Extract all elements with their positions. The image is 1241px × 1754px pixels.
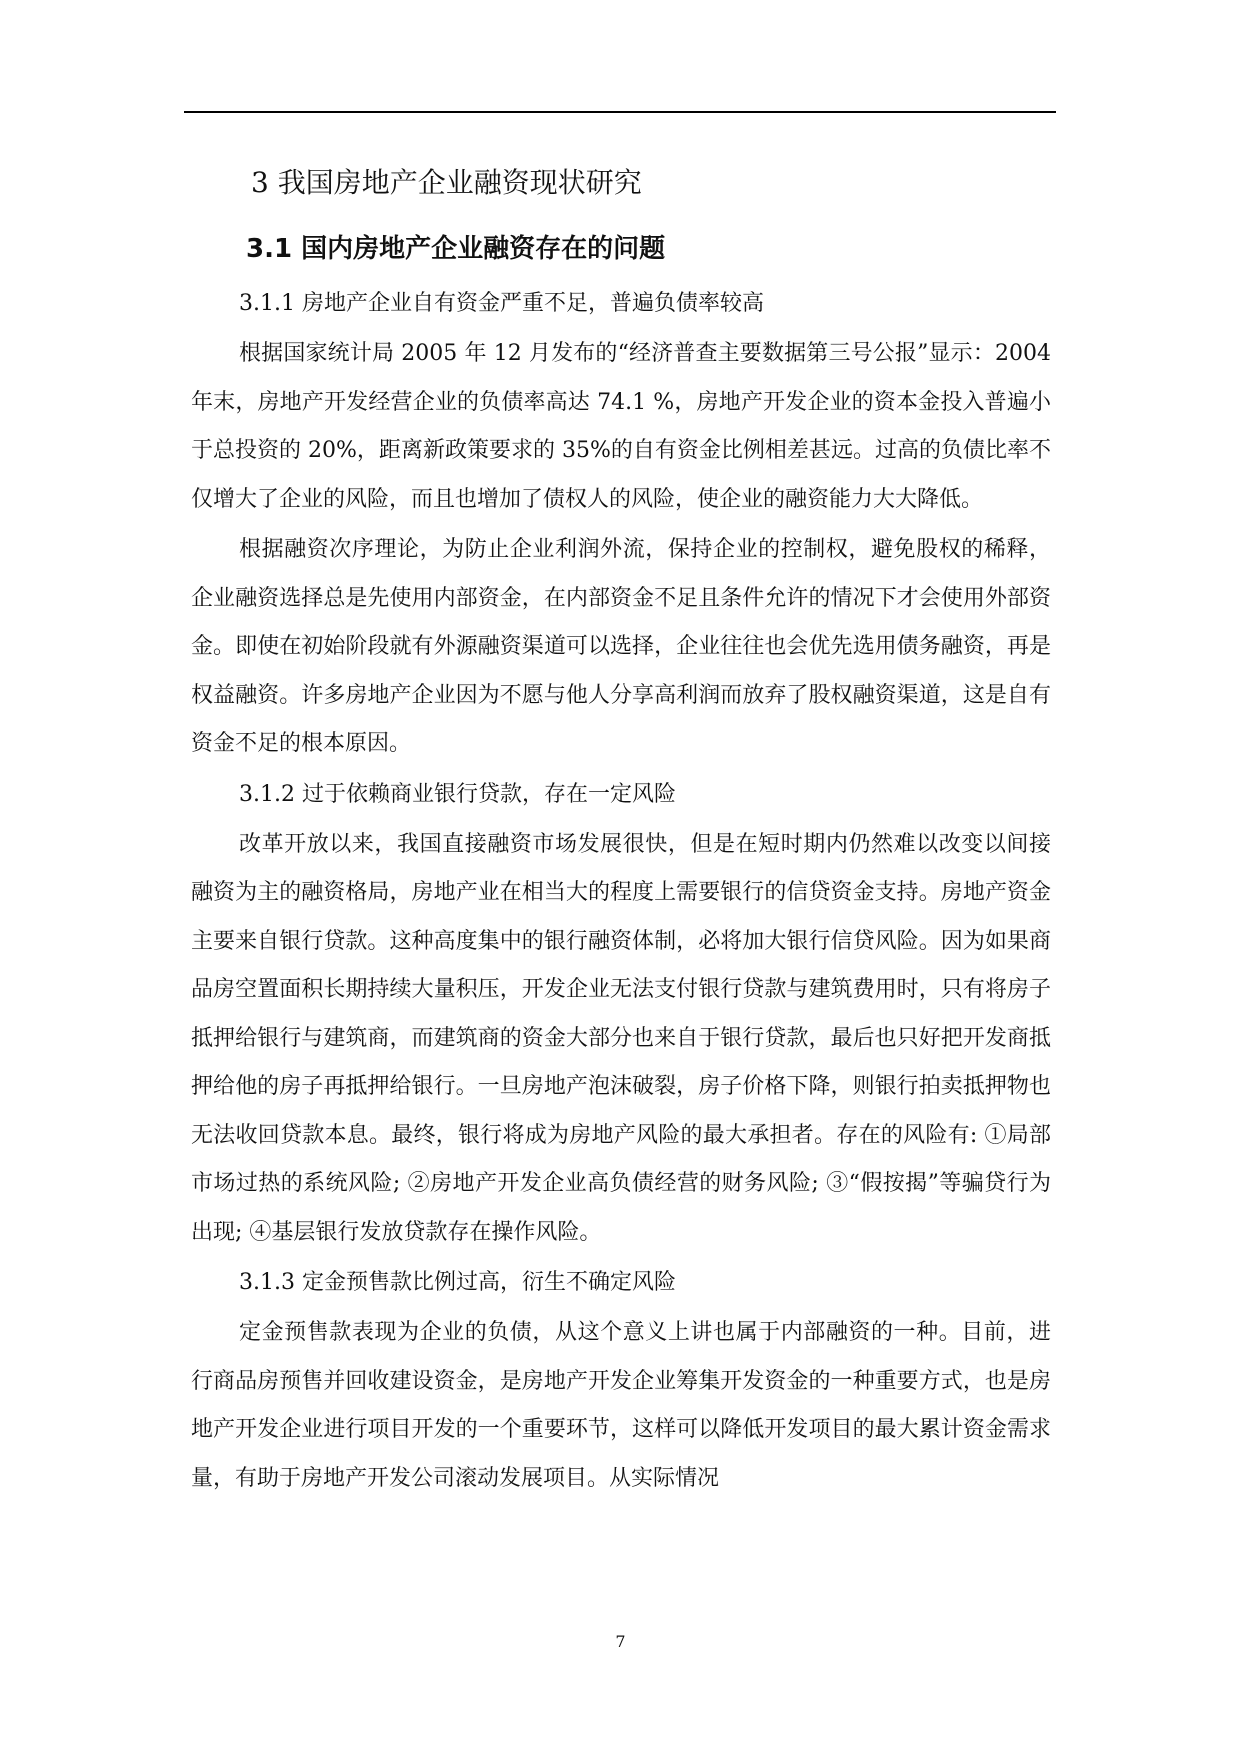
header-rule (184, 111, 1056, 113)
page-body (191, 158, 1051, 1505)
subsection-heading-3-1-2: 3.1.2 过于依赖商业银行贷款，存在一定风险 (239, 781, 676, 807)
paragraph: 根据国家统计局 2005 年 12 月发布的“经济普查主要数据第三号公报”显示：2004 年末，房地产开发经营企业的负债率高达 74.1 %，房地产开发企业的资本金投入普遍小于总投资的 20%，距离新政策要求的 35%的自有资金比例相差甚远。过高的负债比率不仅增大了企业的风险，而且也增加了债权人的风险，使企业的融资能力大大降低。 (191, 341, 1051, 512)
paragraph: 定金预售款表现为企业的负债，从这个意义上讲也属于内部融资的一种。目前，进行商品房预售并回收建设资金，是房地产开发企业筹集开发资金的一种重要方式，也是房地产开发企业进行项目开发的一个重要环节，这样可以降低开发项目的最大累计资金需求量，有助于房地产开发公司滚动发展项目。从实际情况 (191, 1320, 1051, 1491)
chapter-heading: 3 我国房地产企业融资现状研究 (251, 166, 642, 199)
section-heading: 3.1 国内房地产企业融资存在的问题 (246, 234, 666, 264)
subsection-heading-3-1-1: 3.1.1 房地产企业自有资金严重不足，普遍负债率较高 (239, 291, 764, 316)
paragraph: 改革开放以来，我国直接融资市场发展很快，但是在短时期内仍然难以改变以间接融资为主的融资格局，房地产业在相当大的程度上需要银行的信贷资金支持。房地产资金主要来自银行贷款。这种高度集中的银行融资体制，必将加大银行信贷风险。因为如果商品房空置面积长期持续大量积压，开发企业无法支付银行贷款与建筑费用时，只有将房子抵押给银行与建筑商，而建筑商的资金大部分也来自于银行贷款，最后也只好把开发商抵押给他的房子再抵押给银行。一旦房地产泡沫破裂，房子价格下降，则银行拍卖抵押物也无法收回贷款本息。最终，银行将成为房地产风险的最大承担者。存在的风险有: ①局部市场过热的系统风险; ②房地产开发企业高负债经营的财务风险; ③“假按揭”等骗贷行为出现; ④基层银行发放贷款存在操作风险。 (191, 831, 1051, 1245)
paragraph: 根据融资次序理论，为防止企业利润外流，保持企业的控制权，避免股权的稀释，企业融资选择总是先使用内部资金，在内部资金不足且条件允许的情况下才会使用外部资金。即使在初始阶段就有外源融资渠道可以选择，企业往往也会优先选用债务融资，再是权益融资。许多房地产企业因为不愿与他人分享高利润而放弃了股权融资渠道，这是自有资金不足的根本原因。 (191, 537, 1051, 756)
page-number: 7 (615, 1632, 626, 1651)
subsection-heading-3-1-3: 3.1.3 定金预售款比例过高，衍生不确定风险 (239, 1270, 676, 1295)
